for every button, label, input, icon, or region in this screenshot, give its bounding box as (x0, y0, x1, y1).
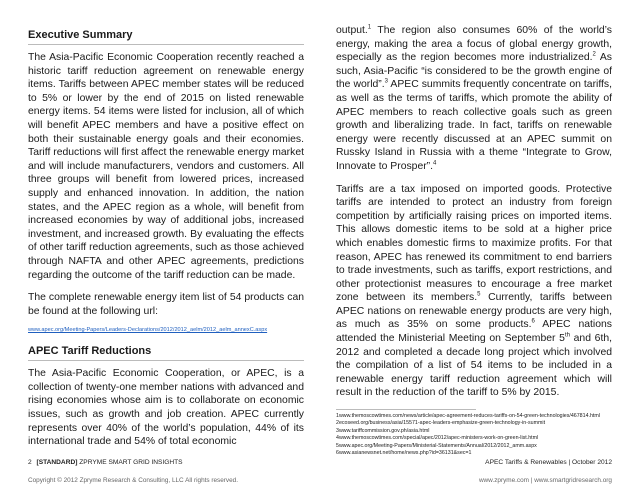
footnote-ref-1: 1 (367, 24, 372, 31)
footnote-ref-2: 2 (592, 51, 596, 58)
footnote-divider (336, 409, 476, 410)
heading-executive-summary: Executive Summary (28, 29, 304, 45)
footnote-ref-3: 3 (384, 78, 388, 85)
heading-apec-tariff-reductions: APEC Tariff Reductions (28, 345, 304, 361)
page-number: 2 (28, 459, 32, 466)
footnote-4: 4www.themoscowtimes.com/special/apec/2012/apec-ministers-work-on-green-list.html (336, 435, 539, 442)
apec-intro-paragraph: The Asia-Pacific Economic Cooperation, or APEC, is a collection of twenty-one member nations with advanced and rising economies whose aim is to collaborate on economic issues, such as growth and job creation. APEC currently represents over 40% of the world’s population, 44% of its international trade and 54% of total economic (28, 368, 304, 448)
footnote-6: 6www.asianewsnet.net/home/news.php?id=36131&sec=1 (336, 450, 472, 457)
copyright-bar (28, 477, 612, 484)
footer-left (28, 459, 183, 466)
footnote-ref-4: 4 (433, 160, 437, 167)
footnote-2: 2ecoseed.org/business/asia/15571-apec-leaders-emphasize-green-technology-in-summit (336, 420, 546, 427)
footer-report-title: APEC Tariffs & Renewables | October 2012 (485, 459, 612, 466)
footnote-1: 1www.themoscowtimes.com/news/article/apec-agreement-reduces-tariffs-on-54-green-technologies/467814.html (336, 413, 600, 420)
tariffs-paragraph: Tariffs are a tax imposed on imported goods. Protective tariffs are intended to protect an industry from foreign competition by artificially raising prices on imported items. This allows domestic items to be sold at a higher price which enables domestic firms to maximize profits. For that reason, APEC has renewed its commitment to end barriers to trade investments, such as tariffs, export restrictions, and other protectionist measures to encourage a free market zone between its members.$^5$ Currently, tariffs between APEC nations on renewable energy products are very high, as much as 35% on some products.$^6$ APEC nations attended the Ministerial Meeting on September 5th and 6th, 2012 and completed a decade long project which involved the compilation of a list of 54 items to be included in a renewable energy tariff reduction agreement which will result in the reduction of the tariff to 5% by 2015. (336, 183, 612, 399)
apec-region-paragraph: output.$^1$ The region also consumes 60% of the world’s energy, making the area a focus of global energy growth, especially as the region becomes more industrialized.$^2$ As such, Asia-Pacific “is considered to be the growth engine of the world”.$^3$ APEC summits frequently concentrate on tariffs, as well as the terms of tariffs, which promote the ability of APEC members to reach collective goals such as green growth and liberalizing trade. In fact, tariffs on renewable energy were recently discussed at an APEC summit on Russky Island in Russia with a theme “Integrate to Grow, Innovate to Prosper”.$^4$ (336, 24, 613, 172)
apec-annex-link[interactable]: www.apec.org/Meeting-Papers/Leaders-Declarations/2012/2012_aelm/2012_aelm_annexC.aspx (28, 327, 268, 334)
website-links[interactable]: www.zpryme.com | www.smartgridresearch.org (478, 477, 612, 484)
footnote-ref-6: 6 (531, 319, 535, 325)
copyright-notice: Copyright © 2012 Zpryme Research & Consulting, LLC All rights reserved. (28, 477, 239, 484)
footnote-ref-5: 5 (477, 291, 481, 298)
footnote-5: 5www.apec.org/Meeting-Papers/Ministerial-Statements/Annual/2012/2012_amm.aspx (336, 442, 537, 449)
footer-brand: [STANDARD] (36, 459, 78, 466)
left-column (28, 24, 304, 458)
footer-publication: ZPRYME SMART GRID INSIGHTS (79, 459, 183, 466)
right-column (336, 24, 612, 457)
page-footer (28, 459, 612, 466)
footnotes (336, 413, 612, 457)
ordinal-suffix: th (564, 332, 570, 339)
executive-summary-paragraph: The Asia-Pacific Economic Cooperation recently reached a historic tariff reduction agreement on renewable energy items. Tariffs between APEC member states will be reduced to 5% or lower by the end of 2015 on listed renewable energy items. 54 items were listed for inclusion, all of which will benefit APEC members and have a positive effect on both their sustainable energy goals and their economies. Tariff reductions will first affect the renewable energy market and will include manufacturers, vendors and customers. All three groups will benefit from lowered prices, increased supply and enhanced innovation. In addition, the nation states, and the APEC region as a whole, will benefit from increased economies by way of additional jobs, increased investment, and increased growth. By evaluating the effects of other tariff reduction agreements, such as those achieved through NAFTA and other APEC agreements, predictions regarding the outcome of the tariff reduction can be made. (28, 52, 304, 281)
footnote-3: 3www.tariffcommission.gov.ph/asia.html (336, 427, 430, 434)
item-list-paragraph: The complete renewable energy item list of 54 products can be found at the following url: (28, 292, 304, 317)
